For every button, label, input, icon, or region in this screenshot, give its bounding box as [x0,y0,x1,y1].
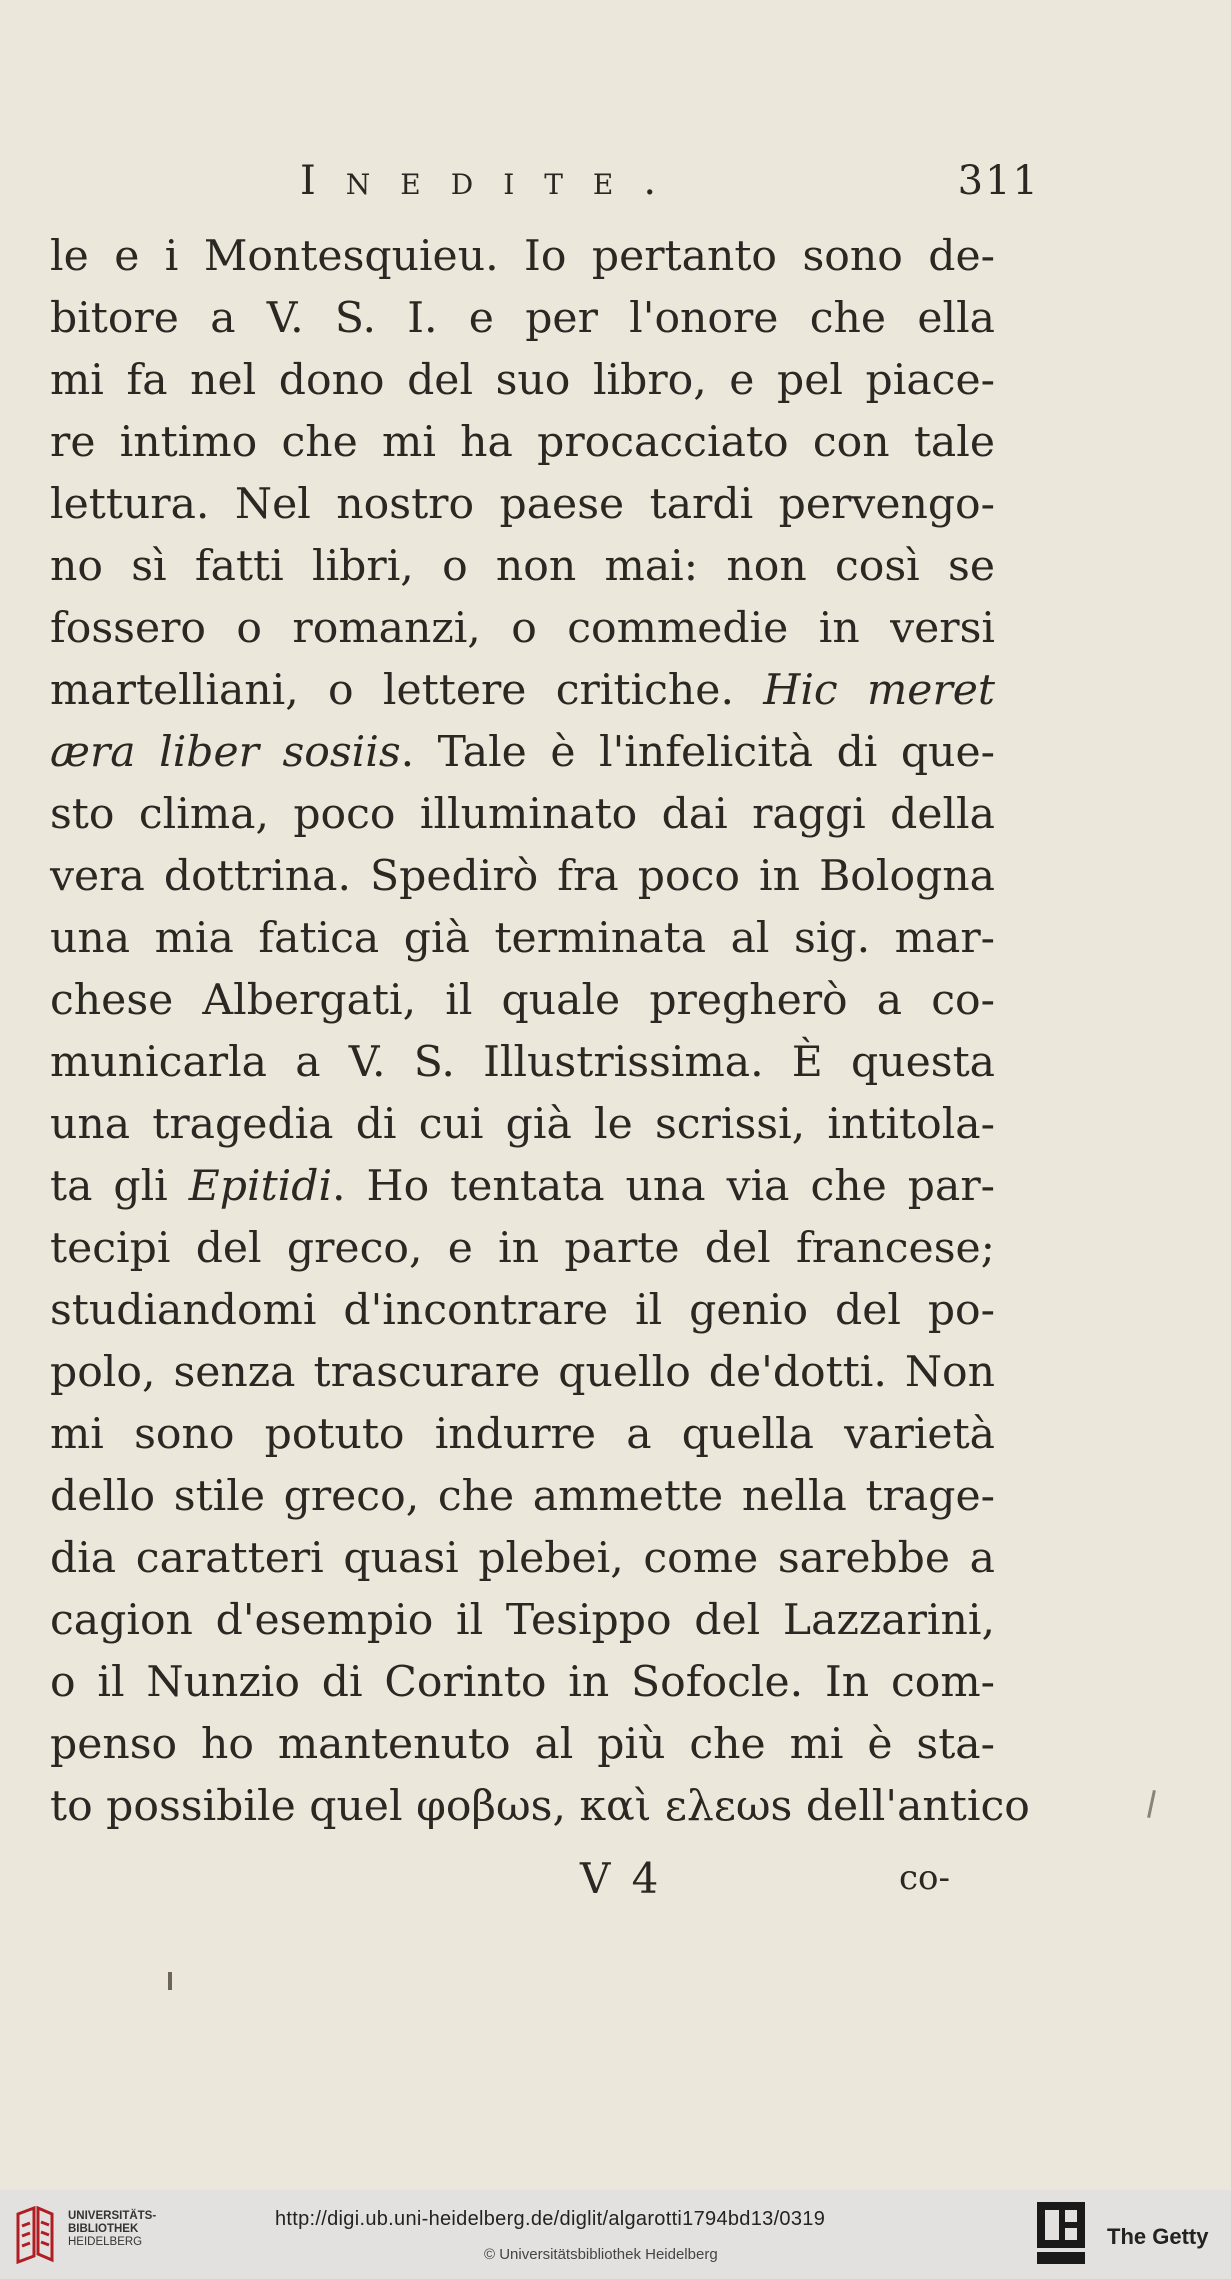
text-line: studiandomi d'incontrare il genio del po- [50,1286,995,1335]
text-line: no sì fatti libri, o non mai: non così se [50,542,995,591]
signature-mark: V 4 [580,1854,663,1903]
stray-mark [1147,1790,1156,1818]
text-line: martelliani, o lettere critiche. Hic meret [50,666,996,715]
text-line: chese Albergati, il quale pregherò a co- [50,976,995,1025]
text-line: le e i Montesquieu. Io pertanto sono de- [50,232,995,281]
page-number: 311 [957,158,1040,204]
text-line: penso ho mantenuto al più che mi è sta- [50,1720,995,1769]
text-line: dello stile greco, che ammette nella trage- [50,1472,995,1521]
text-line: lettura. Nel nostro paese tardi pervengo- [50,480,995,529]
getty-logo-icon [1035,2200,1087,2266]
text-line: polo, senza trascurare quello de'dotti. Non [50,1348,995,1397]
text-line: una tragedia di cui già le scrissi, intitola- [50,1100,995,1149]
text-line: ta gli Epitidi. Ho tentata una via che par- [50,1162,995,1211]
text-line: æra liber sosiis. Tale è l'infelicità di que- [50,728,995,777]
running-title: Inedite. [300,158,687,204]
running-header [300,158,1040,218]
copyright-notice: © Universitätsbibliothek Heidelberg [484,2246,718,2263]
page-footer [580,1854,950,1914]
text-line: fossero o romanzi, o commedie in versi [50,604,995,653]
text-line: mi fa nel dono del suo libro, e pel piace- [50,356,995,405]
body-text [50,226,1030,1838]
text-line: dia caratteri quasi plebei, come sarebbe a [50,1534,995,1583]
text-line: re intimo che mi ha procacciato con tale [50,418,995,467]
text-line: o il Nunzio di Corinto in Sofocle. In com- [50,1658,995,1707]
text-line: vera dottrina. Spedirò fra poco in Bologna [50,852,995,901]
text-line: tecipi del greco, e in parte del francese; [50,1224,995,1273]
text-line: cagion d'esempio il Tesippo del Lazzarini, [50,1596,995,1645]
permalink-url[interactable]: http://digi.ub.uni-heidelberg.de/diglit/algarotti1794bd13/0319 [275,2208,826,2230]
university-library-logo-icon [12,2204,58,2264]
university-library-name: UNIVERSITÄTS- BIBLIOTHEK HEIDELBERG [68,2210,157,2248]
text-line: to possibile quel φoβωs, καὶ ελεωs dell'antico [50,1782,1030,1831]
partner-name: The Getty [1107,2224,1209,2249]
text-line: sto clima, poco illuminato dai raggi della [50,790,995,839]
stray-mark [168,1972,172,1990]
text-line: bitore a V. S. I. e per l'onore che ella [50,294,995,343]
text-line: una mia fatica già terminata al sig. mar- [50,914,995,963]
text-line: mi sono potuto indurre a quella varietà [50,1410,995,1459]
text-line: municarla a V. S. Illustrissima. È questa [50,1038,995,1087]
catchword: co- [899,1858,950,1898]
viewer-footer-bar [0,2190,1231,2279]
